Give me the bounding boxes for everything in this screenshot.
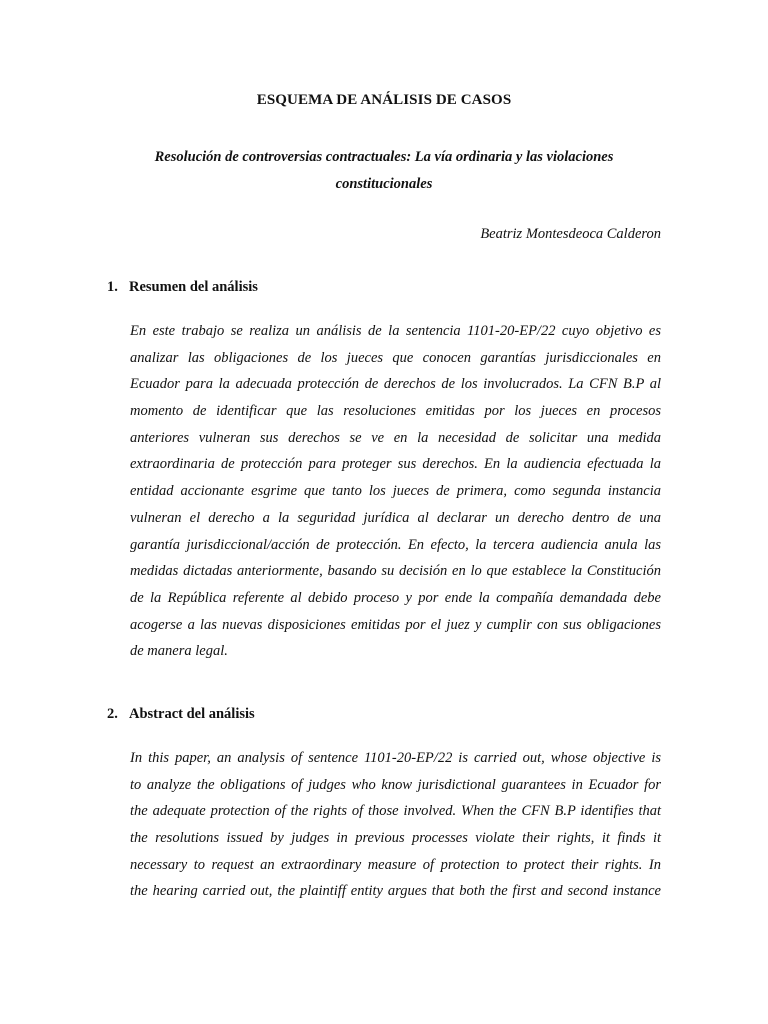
paragraph-line: to analyze the obligations of judges who know jurisdictional guarantees in Ecuador for — [130, 776, 661, 793]
abstract-paragraph — [130, 745, 661, 905]
paragraph-line: entidad accionante esgrime que tanto los jueces de primera, como segunda instancia — [130, 483, 661, 500]
paragraph-line: momento de identificar que las resoluciones emitidas por los jueces en procesos — [130, 403, 661, 420]
paragraph-line: necessary to request an extraordinary measure of protection to protect their rights. In — [130, 856, 661, 873]
paragraph-line: Ecuador para la adecuada protección de derechos de los involucrados. La CFN B.P al — [130, 376, 661, 393]
subtitle-line: Resolución de controversias contractuales: La vía ordinaria y las violaciones — [154, 149, 614, 165]
paragraph-line: the resolutions issued by judges in previous processes violate their rights, it finds it — [130, 830, 661, 847]
section-heading-resumen — [107, 279, 258, 296]
paragraph-line: acogerse a las nuevas disposiciones emitidas por el juez y cumplir con sus obligaciones — [130, 616, 661, 633]
section-number: 2. — [107, 706, 118, 722]
paragraph-line: analizar las obligaciones de los jueces que conocen garantías jurisdiccionales en — [130, 349, 661, 366]
document-subtitle — [130, 144, 638, 198]
paragraph-line: de manera legal. — [130, 643, 228, 660]
paragraph-line: In this paper, an analysis of sentence 1101-20-EP/22 is carried out, whose objective is — [130, 750, 661, 766]
paragraph-line: vulneran el derecho a la seguridad jurídica al declarar un derecho dentro de una — [130, 509, 661, 526]
subtitle-line: constitucionales — [335, 176, 433, 192]
section-heading-abstract — [107, 706, 255, 723]
document-title: ESQUEMA DE ANÁLISIS DE CASOS — [256, 92, 512, 108]
section-title: Abstract del análisis — [129, 706, 255, 722]
paragraph-line: garantía jurisdiccional/acción de protección. En efecto, la tercera audiencia anula las — [130, 536, 661, 553]
resumen-paragraph — [130, 318, 661, 665]
paragraph-line: anteriores vulneran sus derechos se ve en la necesidad de solicitar una medida — [130, 429, 661, 446]
paragraph-line: extraordinaria de protección para proteger sus derechos. En la audiencia efectuada la — [130, 456, 661, 473]
paragraph-line: de la República referente al debido proceso y por ende la compañía demandada debe — [130, 589, 661, 606]
section-title: Resumen del análisis — [129, 279, 258, 295]
section-number: 1. — [107, 279, 118, 295]
paragraph-line: En este trabajo se realiza un análisis de la sentencia 1101-20-EP/22 cuyo objetivo es — [130, 323, 661, 339]
paragraph-line: medidas dictadas anteriormente, basando su decisión en lo que establece la Constitución — [130, 563, 661, 580]
paragraph-line: the adequate protection of the rights of those involved. When the CFN B.P identifies that — [130, 803, 661, 820]
paragraph-line: the hearing carried out, the plaintiff entity argues that both the first and second instance — [130, 883, 661, 900]
author-name: Beatriz Montesdeoca Calderon — [480, 226, 661, 242]
